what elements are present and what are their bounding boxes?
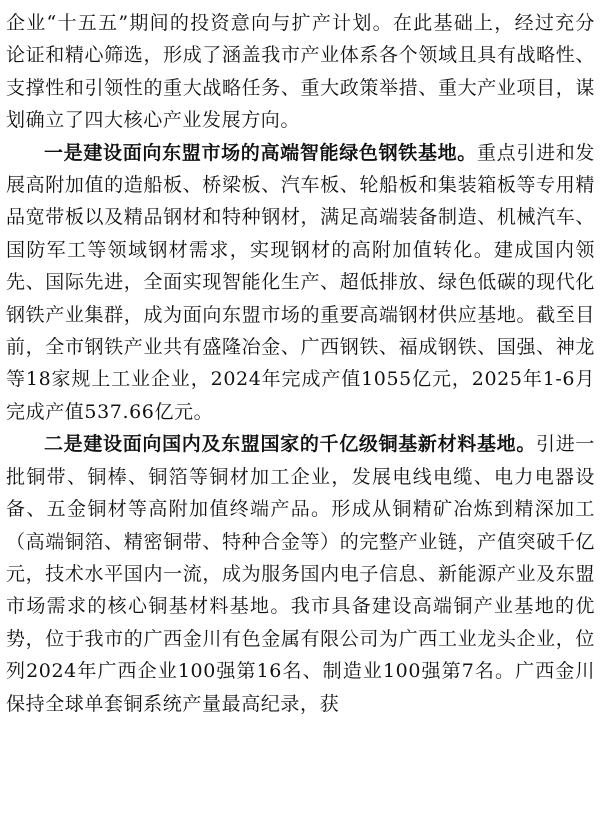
paragraph-intro-continuation [6, 7, 595, 137]
paragraph-heading: 一是建设面向东盟市场的高端智能绿色钢铁基地。 [44, 141, 477, 164]
paragraph-steel-base [6, 137, 595, 429]
paragraph-text: 引进一批铜带、铜棒、铜箔等铜材加工企业，发展电线电缆、电力电器设备、五金铜材等高附加值终端产品。形成从铜精矿冶炼到精深加工（高端铜箔、精密铜带、特种合金等）的完整产业链，产值突破千亿元，技术水平国内一流，成为服务国内电子信息、新能源产业及东盟市场需求的核心铜基材料基地。我市具备建设高端铜产业基地的优势，位于我市的广西金川有色金属有限公司为广西工业龙头企业，位列2024年广西企业100强第16名、制造业100强第7名。广西金川保持全球单套铜系统产量最高纪录，获 [6, 433, 595, 715]
paragraph-copper-base [6, 428, 595, 720]
paragraph-text: 重点引进和发展高附加值的造船板、桥梁板、汽车板、轮船板和集装箱板等专用精品宽带板以及精品钢材和特种钢材，满足高端装备制造、机械汽车、国防军工等领域钢材需求，实现钢材的高附加值转化。建成国内领先、国际先进，全面实现智能化生产、超低排放、绿色低碳的现代化钢铁产业集群，成为面向东盟市场的重要高端钢材供应基地。截至目前，全市钢铁产业共有盛隆冶金、广西钢铁、福成钢铁、国强、神龙等18家规上工业企业，2024年完成产值1055亿元，2025年1-6月完成产值537.66亿元。 [6, 141, 595, 423]
paragraph-text: 企业“十五五”期间的投资意向与扩产计划。在此基础上，经过充分论证和精心筛选，形成了涵盖我市产业体系各个领域且具有战略性、支撑性和引领性的重大战略任务、重大政策举措、重大产业项目，谋划确立了四大核心产业发展方向。 [6, 12, 595, 132]
paragraph-heading: 二是建设面向国内及东盟国家的千亿级铜基新材料基地。 [44, 433, 537, 456]
